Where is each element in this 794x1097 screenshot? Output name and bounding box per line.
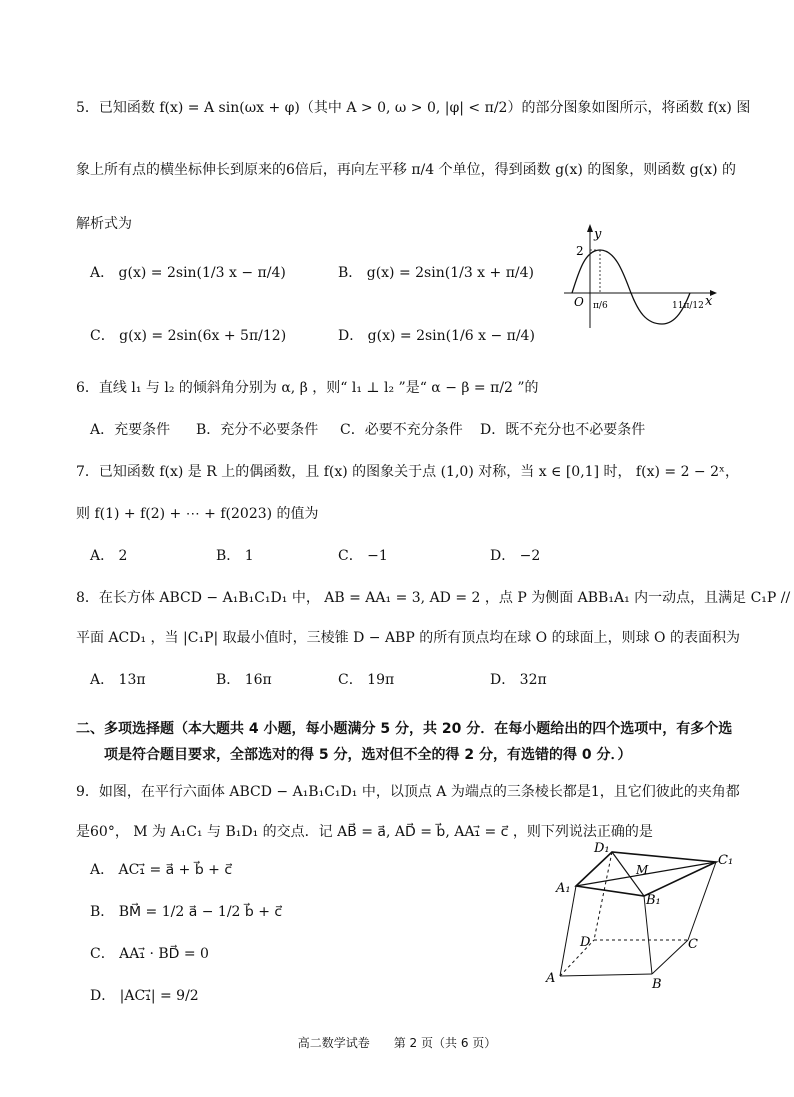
section-2-heading-line-1: 二、多项选择题（本大题共 4 小题，每小题满分 5 分，共 20 分．在每小题给出的四个选项中，有多个选: [76, 721, 733, 737]
q9-option-d: D． |AC₁⃗| = 9/2: [90, 988, 199, 1004]
edge-ab: [560, 974, 652, 976]
label-d: D: [580, 935, 591, 950]
label-a1: A₁: [556, 881, 571, 896]
label-b1: B₁: [646, 893, 661, 908]
q9-option-a: A． AC₁⃗ = a⃗ + b⃗ + c⃗: [90, 862, 233, 878]
section-2-heading-line-2: 项是符合题目要求，全部选对的得 5 分，选对但不全的得 2 分，有选错的得 0 分．）: [104, 747, 632, 763]
q8-line-1: 8．在长方体 ABCD − A₁B₁C₁D₁ 中， AB = AA₁ = 3, AD = 2 ，点 P 为侧面 ABB₁A₁ 内一动点，且满足 C₁P //: [76, 590, 791, 606]
q5-line-3: 解析式为: [76, 216, 132, 232]
q9-line-2: 是60°， M 为 A₁C₁ 与 B₁D₁ 的交点．记 AB⃗ = a⃗, AD⃗ = b⃗, AA₁⃗ = c⃗ ，则下列说法正确的是: [76, 824, 653, 840]
edge-bc: [652, 940, 688, 974]
label-c1: C₁: [718, 853, 734, 868]
q7-option-a: A． 2: [90, 548, 128, 564]
q5-option-c: C． g(x) = 2sin(6x + 5π/12): [90, 328, 287, 344]
q7-option-c: C． −1: [338, 548, 388, 564]
q7-line-2: 则 f(1) + f(2) + ⋯ + f(2023) 的值为: [76, 506, 319, 522]
y-axis-label: y: [594, 227, 602, 242]
tick-label-1: π/6: [593, 301, 608, 311]
origin-label: O: [574, 295, 584, 309]
q5-line-1: 5．已知函数 f(x) = A sin(ωx + φ)（其中 A > 0, ω > 0, |φ| < π/2）的部分图象如图所示，将函数 f(x) 图: [76, 100, 751, 116]
q7-option-d: D． −2: [490, 548, 541, 564]
q7-line-1: 7．已知函数 f(x) 是 R 上的偶函数，且 f(x) 的图象关于点 (1,0) 对称，当 x ∈ [0,1] 时， f(x) = 2 − 2ˣ，: [76, 464, 739, 480]
q6-line-1: 6．直线 l₁ 与 l₂ 的倾斜角分别为 α, β ，则“ l₁ ⊥ l₂ ”是“ α − β = π/2 ”的: [76, 380, 539, 396]
q6-option-b: B．充分不必要条件: [196, 422, 319, 438]
q8-line-2: 平面 ACD₁ ，当 |C₁P| 取最小值时，三棱锥 D − ABP 的所有顶点均在球 O 的球面上，则球 O 的表面积为: [76, 630, 740, 646]
tick-label-2: 11π/12: [672, 301, 704, 311]
label-m: M: [636, 863, 649, 877]
peak-label: 2: [576, 244, 584, 258]
q5-option-d: D． g(x) = 2sin(1/6 x − π/4): [338, 328, 535, 344]
q8-option-a: A． 13π: [90, 672, 146, 688]
label-d1: D₁: [594, 841, 610, 856]
q6-option-c: C．必要不充分条件: [340, 422, 463, 438]
edge-aa1: [560, 886, 576, 976]
q5-option-b: B． g(x) = 2sin(1/3 x + π/4): [338, 265, 534, 281]
q5-sine-graph: [560, 220, 720, 330]
q9-parallelepiped-figure: [540, 840, 740, 990]
q9-line-1: 9．如图，在平行六面体 ABCD − A₁B₁C₁D₁ 中，以顶点 A 为端点的三条棱长都是1，且它们彼此的夹角都: [76, 784, 740, 800]
label-c: C: [688, 937, 698, 952]
q8-option-d: D． 32π: [490, 672, 547, 688]
y-axis-arrow: [587, 224, 593, 232]
label-b: B: [652, 977, 662, 990]
q8-option-c: C． 19π: [338, 672, 395, 688]
q5-line-2: 象上所有点的横坐标伸长到原来的6倍后，再向左平移 π/4 个单位，得到函数 g(x) 的图象，则函数 g(x) 的: [76, 162, 736, 178]
label-a: A: [546, 971, 556, 986]
q6-option-a: A．充要条件: [90, 422, 171, 438]
q9-option-c: C． AA₁⃗ · BD⃗ = 0: [90, 946, 209, 962]
q7-option-b: B． 1: [216, 548, 254, 564]
edge-dd1-hidden: [594, 852, 612, 940]
page-footer: 高二数学试卷 第 2 页（共 6 页）: [297, 1036, 497, 1050]
q5-option-a: A． g(x) = 2sin(1/3 x − π/4): [90, 265, 286, 281]
x-axis-label: x: [705, 294, 713, 309]
q8-option-b: B． 16π: [216, 672, 272, 688]
q6-option-d: D．既不充分也不必要条件: [480, 422, 646, 438]
q9-option-b: B． BM⃗ = 1/2 a⃗ − 1/2 b⃗ + c⃗: [90, 904, 283, 920]
